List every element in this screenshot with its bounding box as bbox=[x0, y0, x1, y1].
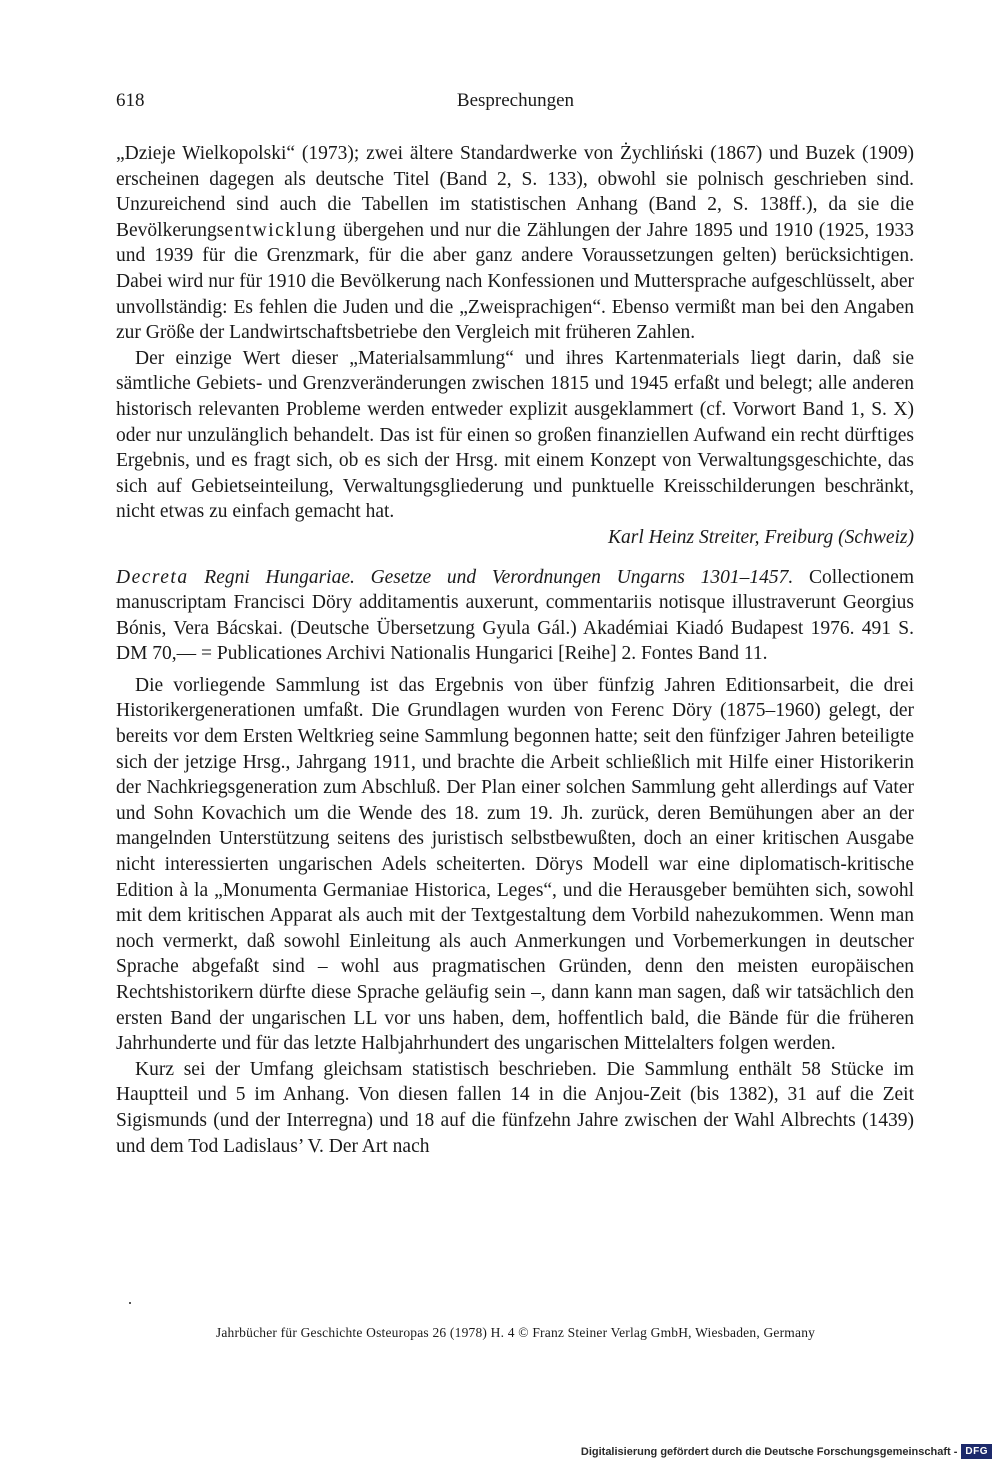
review1-spaced-word: entwicklung bbox=[224, 219, 338, 241]
review1-paragraph-1-text: „Dzieje Wielkopolski“ (1973); zwei ältere Standardwerke von Żychliński (1867) und Buzek (1909) erscheinen dagegen als deutsche Titel (Band 2, S. 133), obwohl sie polnisch geschrieben sind. Unzureichend sind auch die Tabellen im statistischen Anhang (Band 2, S. 138ff.), da sie die Bevölkerungs bbox=[116, 143, 914, 241]
digitization-note: Digitalisierung gefördert durch die Deutsche Forschungsgemeinschaft - bbox=[580, 1445, 958, 1458]
dfg-logo-icon: DFG bbox=[961, 1444, 992, 1459]
review2-paragraph-1: Die vorliegende Sammlung ist das Ergebnis von über fünfzig Jahren Editionsarbeit, die drei Historikergenerationen umfaßt. Die Grundlagen wurden von Ferenc Döry (1875–1960) gelegt, der bereits vor dem Ersten Weltkrieg seine Sammlung begonnen hatte; seit den fünfziger Jahren beteiligte sich der jetzige Hrsg., Jahrgang 1911, und brachte die Arbeit schließlich mit Hilfe einer Historikerin der Nachkriegsgeneration zum Abschluß. Der Plan einer solchen Sammlung geht allerdings auf Vater und Sohn Kovachich um die Wende des 18. zum 19. Jh. zurück, deren Bemühungen aber an der mangelnden Unterstützung seitens des juristisch selbstbewußten, doch an einer kritischen Ausgabe nicht interessierten ungarischen Adels scheiterten. Dörys Modell war eine diplomatisch-kritische Edition à la „Monumenta Germaniae Historica, Leges“, und die Herausgeber bemühten sich, sowohl mit dem kritischen Apparat als auch mit der Textgestaltung dem Vorbild nahezukommen. Wenn man noch vermerkt, daß sowohl Einleitung als auch Anmerkungen und Vorbemerkungen in deutscher Sprache abgefaßt sind – wohl aus pragmatischen Gründen, denn den meisten europäischen Rechtshistorikern dürfte diese Sprache geläufig sein –, dann kann man sagen, daß wir tatsächlich den ersten Band der ungarischen LL vor uns haben, dem, hoffentlich bald, die Bände für die früheren Jahrhunderte und für das letzte Halbjahrhundert des ungarischen Mittelalters folgen werden. bbox=[116, 674, 914, 1055]
review2-title-spaced: Decreta bbox=[116, 566, 189, 588]
review2-paragraph-2: Kurz sei der Umfang gleichsam statistisch beschrieben. Die Sammlung enthält 58 Stücke im Hauptteil und 5 im Anhang. Von diesen fallen 14 in die Anjou-Zeit (bis 1382), 31 auf die Zeit Sigismunds (und der Interregna) und 18 auf die fünfzehn Jahre zwischen der Wahl Albrechts (1439) und dem Tod Ladislaus’ V. Der Art nach bbox=[116, 1058, 914, 1157]
running-head: Besprechungen bbox=[456, 90, 575, 111]
review1-paragraph-2: Der einzige Wert dieser „Materialsammlung“ und ihres Kartenmaterials liegt darin, daß sie sämtliche Gebiets- und Grenzveränderungen zwischen 1815 und 1945 erfaßt und belegt; alle anderen historisch relevanten Probleme werden entweder explizit ausgeklammert (cf. Vorwort Band 1, S. X) oder nur unzulänglich behandelt. Das ist für einen so großen finanziellen Aufwand ein recht dürftiges Ergebnis, und es fragt sich, ob es sich der Hrsg. mit einem Konzept von Verwaltungsgeschichte, das sich auf Gebietseinteilung, Verwaltungsgliederung und punktuelle Kreisschilderungen beschränkt, nicht etwas zu einfach gemacht hat. bbox=[116, 347, 914, 523]
digitization-bar bbox=[581, 1444, 992, 1459]
scan-speck bbox=[129, 1302, 131, 1304]
footer-journal-line: Jahrbücher für Geschichte Osteuropas 26 (1978) H. 4 © Franz Steiner Verlag GmbH, Wiesbaden, Germany bbox=[215, 1325, 816, 1340]
review2-title bbox=[116, 567, 793, 588]
review2-bibliography: Collectionem manuscriptam Francisci Döry additamentis auxerunt, commentariis notisque illustraverunt Georgius Bónis, Vera Bácskai. (Deutsche Übersetzung Gyula Gál.) Akadémiai Kiadó Budapest 1976. 491 S. DM 70,— = Publicationes Archivi Nationalis Hungarici [Reihe] 2. Fontes Band 11. bbox=[116, 566, 915, 665]
page-number: 618 bbox=[116, 90, 145, 111]
body-text bbox=[116, 141, 914, 1159]
review1-paragraph-1 bbox=[116, 141, 914, 346]
review1-paragraph-1-rest: übergehen und nur die Zählungen der Jahre 1895 und 1910 (1925, 1933 und 1939 für die Grenzmark, für die aber ganz andere Voraussetzungen gelten) berücksichtigen. Dabei wird nur für 1910 die Bevölkerung nach Konfessionen und Muttersprache aufgeschlüsselt, aber unvollständig: Es fehlen die Juden und die „Zweisprachigen“. Ebenso vermißt man bei den Angaben zur Größe der Landwirtschaftsbetriebe den Vergleich mit früheren Zahlen. bbox=[116, 219, 914, 344]
review2-title-rest: Regni Hungariae. Gesetze und Verordnungen Ungarns 1301–1457. bbox=[188, 566, 794, 588]
review2-bibliographic-header bbox=[116, 565, 914, 667]
review1-signature: Karl Heinz Streiter, Freiburg (Schweiz) bbox=[607, 526, 914, 548]
